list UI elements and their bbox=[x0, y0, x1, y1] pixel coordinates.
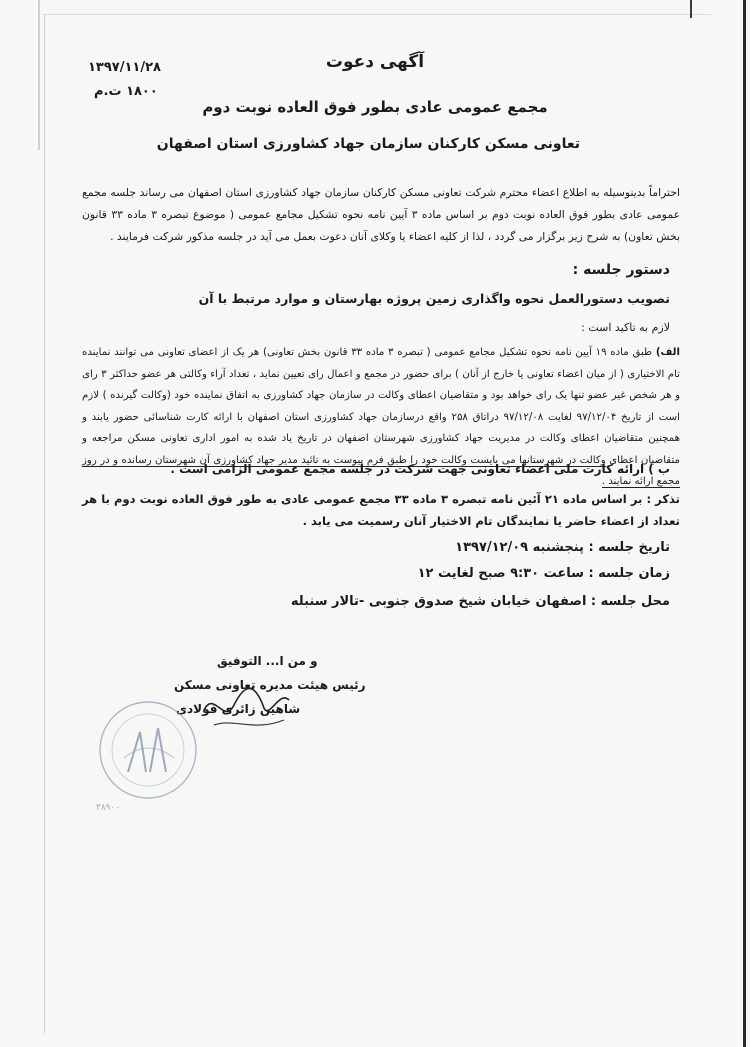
page-title: آگهی دعوت bbox=[325, 52, 425, 72]
intro-line: عمومی عادی بطور فوق العاده نوبت دوم بر اساس ماده ۳ آیین نامه نحوه تشکیل مجامع عمومی ( موضوع تبصره ۳ ماده ۳۳ قانون بخش bbox=[82, 208, 681, 243]
clause-a-line: طبق ماده ۱۹ آیین نامه نحوه تشکیل مجامع عمومی ( تبصره ۳ ماده ۳۳ قانون بخش تعاونی) هر یک از اعضای تعاونی می توانند نماینده تام bbox=[82, 347, 680, 380]
emphasis-note: لازم به تاکید است : bbox=[581, 321, 670, 334]
scan-edge-top bbox=[690, 0, 692, 18]
notice-line: نمایندگان تام الاختیار آنان رسمیت می یابد . bbox=[302, 514, 550, 528]
notice-line: تذکر : بر اساس ماده ۲۱ آئین نامه تبصره ۳ ماده ۳۳ مجمع عمومی عادی به طور فوق العاده نوبت دوم با هر تعداد از اعضاء حاضر یا bbox=[82, 492, 680, 528]
clause-a-label: الف) bbox=[655, 347, 680, 358]
clause-a-line: الاختیاری ( از میان اعضاء تعاونی یا خارج از آنان ) برای حضور در مجمع و اعمال رای تعیین نماید ، تعداد آراء وکالتی هر عضو حداکثر ۳ رای و هر bbox=[82, 368, 680, 401]
signer-role: رئیس هیئت مدیره تعاونی مسکن bbox=[174, 678, 366, 692]
meeting-time: زمان جلسه : ساعت ۹:۳۰ صبح لغایت ۱۲ bbox=[417, 566, 670, 581]
clause-b: ب ) ارائه کارت ملی اعضاء تعاونی جهت شرکت در جلسه مجمع عمومی الزامی است . bbox=[170, 462, 670, 476]
clause-a-line: شخص غیر عضو تنها یک رای خواهد بود و متقاضیان اعطای وکالت در سازمان جهاد کشاورزی به اتفاق نماینده خود (وکالت گیرنده ) لازم است از bbox=[82, 390, 681, 423]
scan-edge-right bbox=[743, 0, 746, 1047]
meeting-date: تاریخ جلسه : پنجشنبه ۱۳۹۷/۱۲/۰۹ bbox=[455, 540, 670, 555]
intro-line: احتراماً بدینوسیله به اطلاع اعضاء محترم شرکت تعاونی مسکن کارکنان سازمان جهاد کشاورزی استان اصفهان می رساند جلسه مجمع bbox=[82, 186, 680, 199]
clause-a-line: متقاضیان اعطای وکالت در مدیریت جهاد کشاورزی شهرستان اصفهان در تاریخ یاد شده به امور اداری تعاونی مسکن مراجعه و متقاضیان اعطای bbox=[82, 433, 680, 466]
closing-phrase: و من ا... التوفیق bbox=[217, 654, 318, 668]
letter-date: ۱۳۹۷/۱۱/۲۸ bbox=[88, 60, 161, 75]
agenda-item: تصویب دستورالعمل نحوه واگذاری زمین پروژه بهارستان و موارد مرتبط با آن bbox=[198, 291, 670, 306]
intro-paragraph bbox=[82, 182, 680, 248]
handwritten-signature-icon bbox=[194, 670, 314, 740]
intro-line: تعاون) به شرح زیر برگزار می گردد ، لذا از کلیه اعضاء یا وکلای آنان دعوت بعمل می آید در جلسه مذکور شرکت فرمایند . bbox=[110, 230, 653, 243]
clause-a-line: وکالت در شهرستانها می بایست وکالت خود را طبق فرم پیوست به تائید مدیر جهاد کشاورزی آن شهرستان رسانده و در روز مجمع ارائه نمایند . bbox=[82, 454, 680, 487]
clause-a-line: تاریخ ۹۷/۱۲/۰۴ لغایت ۹۷/۱۲/۰۸ دراتاق ۲۵۸ واقع درسازمان جهاد کشاورزی استان اصفهان با ارائه کارت شناسائی حضور یابند و همچنین bbox=[82, 411, 680, 444]
agenda-title: دستور جلسه : bbox=[572, 262, 670, 278]
letter-number: ۱۸۰۰ ت.م bbox=[94, 84, 158, 99]
signer-name: شاهین زائری فولادی bbox=[176, 702, 301, 716]
notice-paragraph bbox=[82, 488, 680, 532]
scan-edge-left bbox=[38, 0, 40, 150]
meeting-title: مجمع عمومی عادی بطور فوق العاده نوبت دوم bbox=[202, 98, 548, 116]
svg-text:۳۸۹۰۰: ۳۸۹۰۰ bbox=[96, 803, 121, 813]
meeting-place: محل جلسه : اصفهان خیابان شیخ صدوق جنوبی -تالار سنبله bbox=[290, 594, 670, 609]
company-title: تعاونی مسکن کارکنان سازمان جهاد کشاورزی استان اصفهان bbox=[156, 136, 580, 152]
